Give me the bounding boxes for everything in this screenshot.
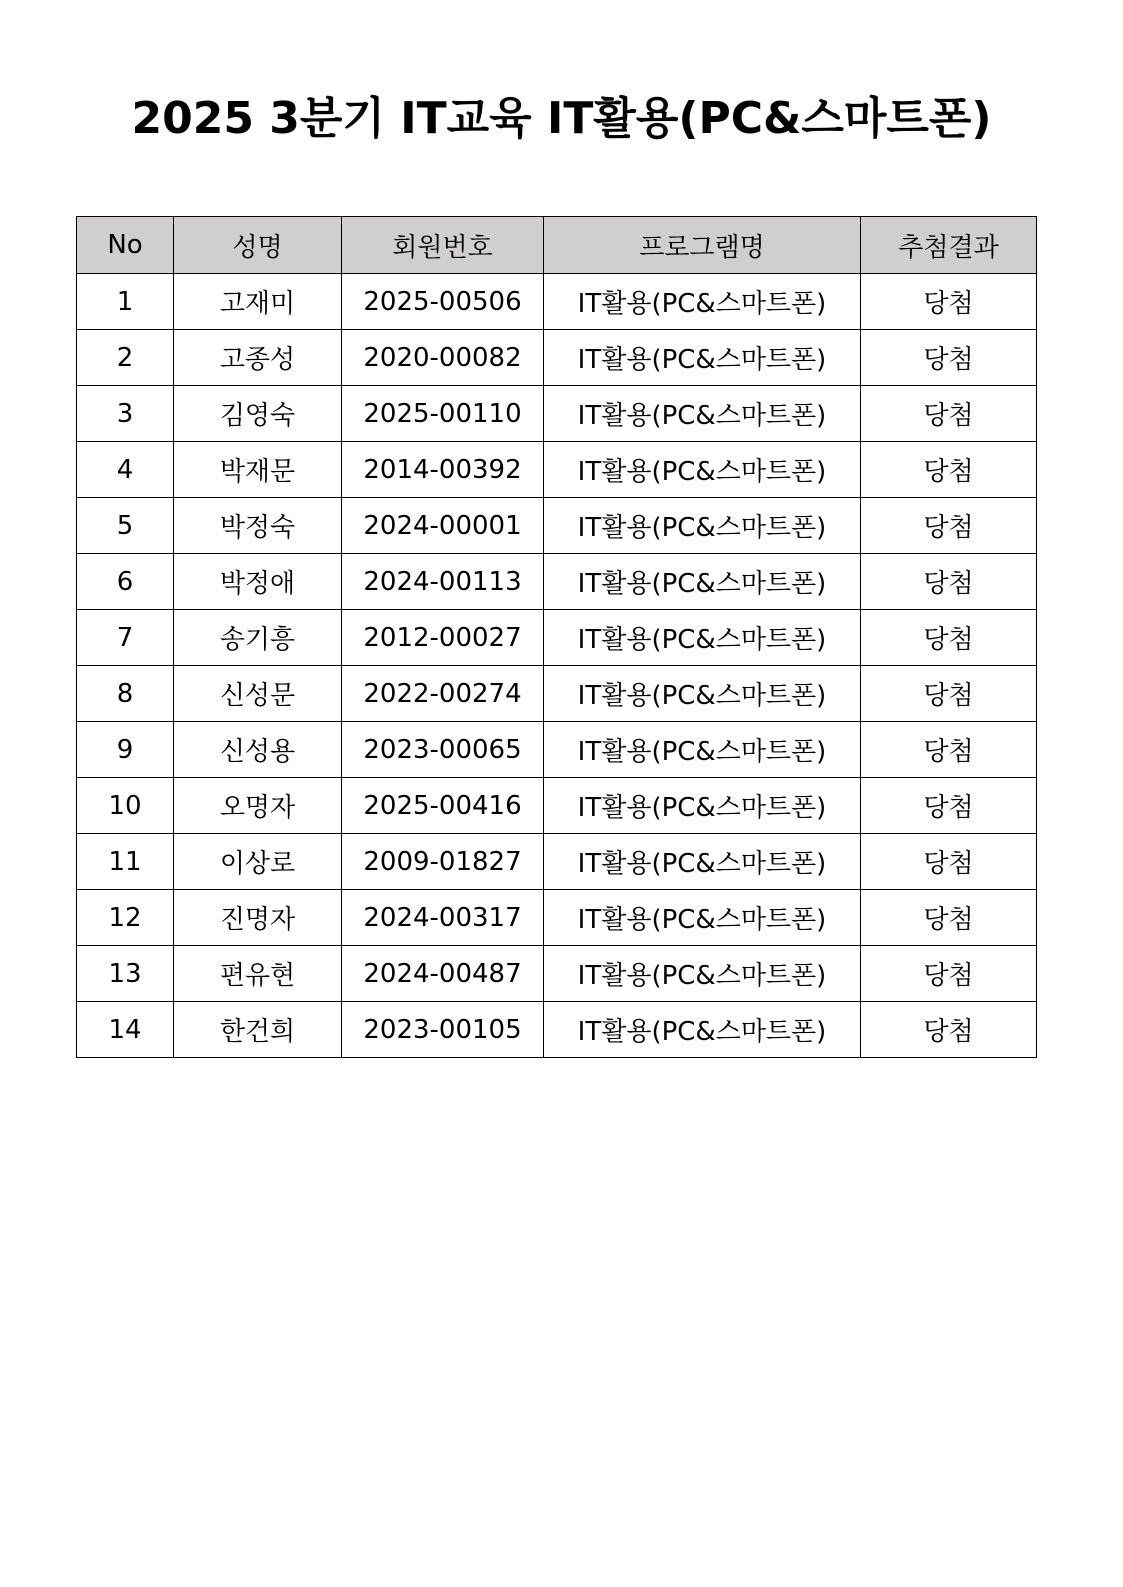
cell-draw-result: 당첨: [861, 610, 1037, 666]
cell-member-number: 2024-00001: [342, 498, 544, 554]
cell-member-number: 2014-00392: [342, 442, 544, 498]
table-row: [77, 442, 1037, 498]
cell-draw-result: 당첨: [861, 722, 1037, 778]
cell-program-name: IT활용(PC&스마트폰): [544, 330, 861, 386]
cell-no: 9: [77, 722, 174, 778]
cell-no: 6: [77, 554, 174, 610]
cell-name: 김영숙: [174, 386, 342, 442]
table-row: [77, 722, 1037, 778]
cell-name: 박정애: [174, 554, 342, 610]
cell-member-number: 2024-00487: [342, 946, 544, 1002]
cell-draw-result: 당첨: [861, 498, 1037, 554]
cell-draw-result: 당첨: [861, 1002, 1037, 1058]
cell-no: 11: [77, 834, 174, 890]
cell-draw-result: 당첨: [861, 666, 1037, 722]
cell-draw-result: 당첨: [861, 386, 1037, 442]
cell-member-number: 2012-00027: [342, 610, 544, 666]
header-program-name: 프로그램명: [544, 217, 861, 274]
table-row: [77, 386, 1037, 442]
lottery-result-table: [76, 216, 1037, 1058]
cell-no: 1: [77, 274, 174, 330]
cell-member-number: 2024-00317: [342, 890, 544, 946]
cell-draw-result: 당첨: [861, 330, 1037, 386]
table-header-row: [77, 217, 1037, 274]
cell-no: 12: [77, 890, 174, 946]
cell-program-name: IT활용(PC&스마트폰): [544, 386, 861, 442]
cell-name: 편유현: [174, 946, 342, 1002]
cell-name: 고종성: [174, 330, 342, 386]
cell-no: 8: [77, 666, 174, 722]
cell-program-name: IT활용(PC&스마트폰): [544, 610, 861, 666]
cell-name: 이상로: [174, 834, 342, 890]
header-no: No: [77, 217, 174, 274]
cell-name: 한건희: [174, 1002, 342, 1058]
cell-no: 13: [77, 946, 174, 1002]
cell-program-name: IT활용(PC&스마트폰): [544, 498, 861, 554]
cell-name: 진명자: [174, 890, 342, 946]
table-row: [77, 274, 1037, 330]
cell-no: 14: [77, 1002, 174, 1058]
cell-program-name: IT활용(PC&스마트폰): [544, 946, 861, 1002]
table-row: [77, 946, 1037, 1002]
cell-draw-result: 당첨: [861, 274, 1037, 330]
cell-draw-result: 당첨: [861, 442, 1037, 498]
cell-member-number: 2022-00274: [342, 666, 544, 722]
table-row: [77, 554, 1037, 610]
cell-name: 오명자: [174, 778, 342, 834]
table-row: [77, 330, 1037, 386]
cell-member-number: 2009-01827: [342, 834, 544, 890]
cell-name: 신성용: [174, 722, 342, 778]
cell-no: 5: [77, 498, 174, 554]
cell-member-number: 2025-00416: [342, 778, 544, 834]
table-row: [77, 1002, 1037, 1058]
cell-member-number: 2020-00082: [342, 330, 544, 386]
cell-member-number: 2025-00506: [342, 274, 544, 330]
cell-draw-result: 당첨: [861, 946, 1037, 1002]
cell-draw-result: 당첨: [861, 554, 1037, 610]
cell-member-number: 2024-00113: [342, 554, 544, 610]
table-header: [77, 217, 1037, 274]
cell-member-number: 2025-00110: [342, 386, 544, 442]
cell-program-name: IT활용(PC&스마트폰): [544, 890, 861, 946]
cell-draw-result: 당첨: [861, 778, 1037, 834]
cell-program-name: IT활용(PC&스마트폰): [544, 442, 861, 498]
cell-program-name: IT활용(PC&스마트폰): [544, 666, 861, 722]
cell-name: 박정숙: [174, 498, 342, 554]
cell-program-name: IT활용(PC&스마트폰): [544, 1002, 861, 1058]
cell-no: 3: [77, 386, 174, 442]
cell-member-number: 2023-00105: [342, 1002, 544, 1058]
header-member-number: 회원번호: [342, 217, 544, 274]
table-row: [77, 890, 1037, 946]
header-draw-result: 추첨결과: [861, 217, 1037, 274]
table-body: [77, 274, 1037, 1058]
cell-no: 2: [77, 330, 174, 386]
cell-no: 7: [77, 610, 174, 666]
table-row: [77, 778, 1037, 834]
cell-name: 송기흥: [174, 610, 342, 666]
table-row: [77, 498, 1037, 554]
cell-program-name: IT활용(PC&스마트폰): [544, 834, 861, 890]
document-title: 2025 3분기 IT교육 IT활용(PC&스마트폰): [131, 93, 992, 144]
cell-program-name: IT활용(PC&스마트폰): [544, 722, 861, 778]
cell-no: 4: [77, 442, 174, 498]
table-row: [77, 834, 1037, 890]
table-row: [77, 666, 1037, 722]
cell-name: 고재미: [174, 274, 342, 330]
cell-draw-result: 당첨: [861, 890, 1037, 946]
cell-draw-result: 당첨: [861, 834, 1037, 890]
header-name: 성명: [174, 217, 342, 274]
cell-name: 신성문: [174, 666, 342, 722]
cell-program-name: IT활용(PC&스마트폰): [544, 274, 861, 330]
cell-name: 박재문: [174, 442, 342, 498]
cell-member-number: 2023-00065: [342, 722, 544, 778]
table-row: [77, 610, 1037, 666]
cell-program-name: IT활용(PC&스마트폰): [544, 554, 861, 610]
cell-no: 10: [77, 778, 174, 834]
cell-program-name: IT활용(PC&스마트폰): [544, 778, 861, 834]
